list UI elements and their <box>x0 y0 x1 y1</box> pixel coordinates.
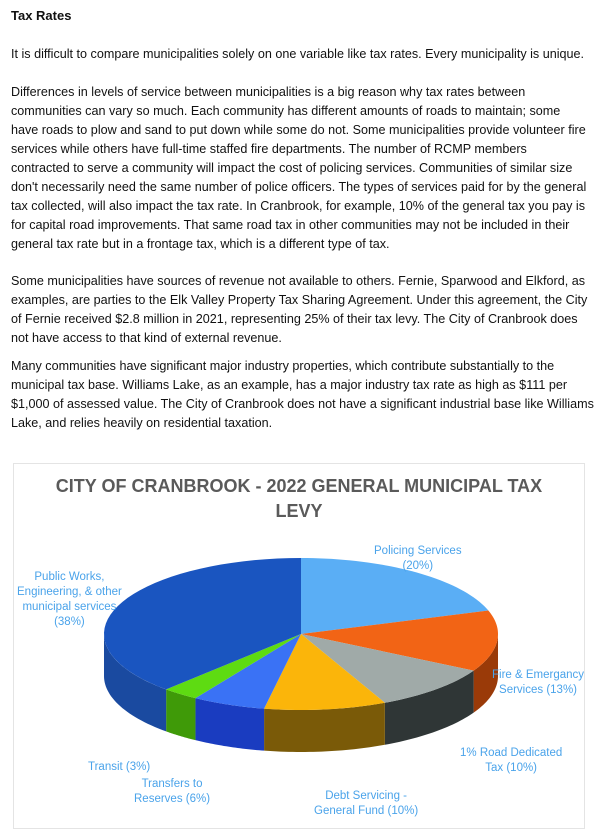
label-fire: Fire & Emergancy Services (13%) <box>492 669 585 696</box>
text-line: Some municipalities have sources of revenue not available to others. Fernie, Sparwood and Elkford, as <box>11 274 586 288</box>
text-line: not have access to that kind of external revenue. <box>11 331 282 345</box>
text-line: municipal tax base. Williams Lake, as an example, has a major industry tax rate as high as $111 per <box>11 378 568 392</box>
text-line: Lake, and relies heavily on residential taxation. <box>11 416 273 430</box>
text-line: contracted to serve a community will impact the cost of policing services. Communities of similar size <box>11 161 573 175</box>
text-line: services while others have full-time staffed fire departments. The number of RCMP members <box>11 142 527 156</box>
page-heading: Tax Rates <box>11 8 72 23</box>
text-line: have roads to plow and sand to put down while some do not. Some municipalities provide volunteer fire <box>11 123 586 137</box>
paragraph-intro <box>11 45 584 64</box>
paragraph-industry <box>11 357 594 433</box>
label-public-works: Public Works, Engineering, & other municipal services (38%) <box>17 571 122 628</box>
text-line: of Fernie received $2.8 million in 2021, representing 25% of their tax levy. The City of Cranbrook does <box>11 312 578 326</box>
tax-levy-pie-chart <box>13 463 585 829</box>
text-line: $1,000 of assessed value. The City of Cranbrook does not have a significant industrial base like Williams <box>11 397 594 411</box>
label-transit: Transit (3%) <box>88 761 151 773</box>
label-policing: Policing Services (20%) <box>374 545 462 572</box>
chart-title-line: LEVY <box>275 501 323 521</box>
text-line: It is difficult to compare municipalities solely on one variable like tax rates. Every municipality is unique. <box>11 47 585 61</box>
paragraph-service-levels <box>11 83 586 254</box>
label-road-tax: 1% Road Dedicated Tax (10%) <box>460 747 563 774</box>
paragraph-revenue-sources <box>11 272 587 348</box>
text-line: for capital road improvements. That same road tax in other communities may not be included in their <box>11 218 570 232</box>
text-line: communities can vary so much. Each community has different amounts of roads to maintain; some <box>11 104 561 118</box>
label-debt: Debt Servicing - General Fund (10%) <box>314 790 419 817</box>
text-line: general tax rate but in a frontage tax, which is a different type of tax. <box>11 237 390 251</box>
pie-slice-side <box>264 703 385 752</box>
label-transfers: Transfers to Reserves (6%) <box>134 778 211 805</box>
text-line: Differences in levels of service between municipalities is a big reason why tax rates between <box>11 85 526 99</box>
text-line: Many communities have significant major industry properties, which contribute substantially to the <box>11 359 555 373</box>
text-line: tax collected, will also impact the tax rate. In Cranbrook, for example, 10% of the general tax you pay is <box>11 199 586 213</box>
text-line: examples, are parties to the Elk Valley Property Tax Sharing Agreement. Under this agreement, the City <box>11 293 588 307</box>
chart-title-line: CITY OF CRANBROOK - 2022 GENERAL MUNICIPAL TAX <box>55 476 543 496</box>
text-line: don't necessarily need the same number of police officers. The types of services paid for by the general <box>11 180 587 194</box>
